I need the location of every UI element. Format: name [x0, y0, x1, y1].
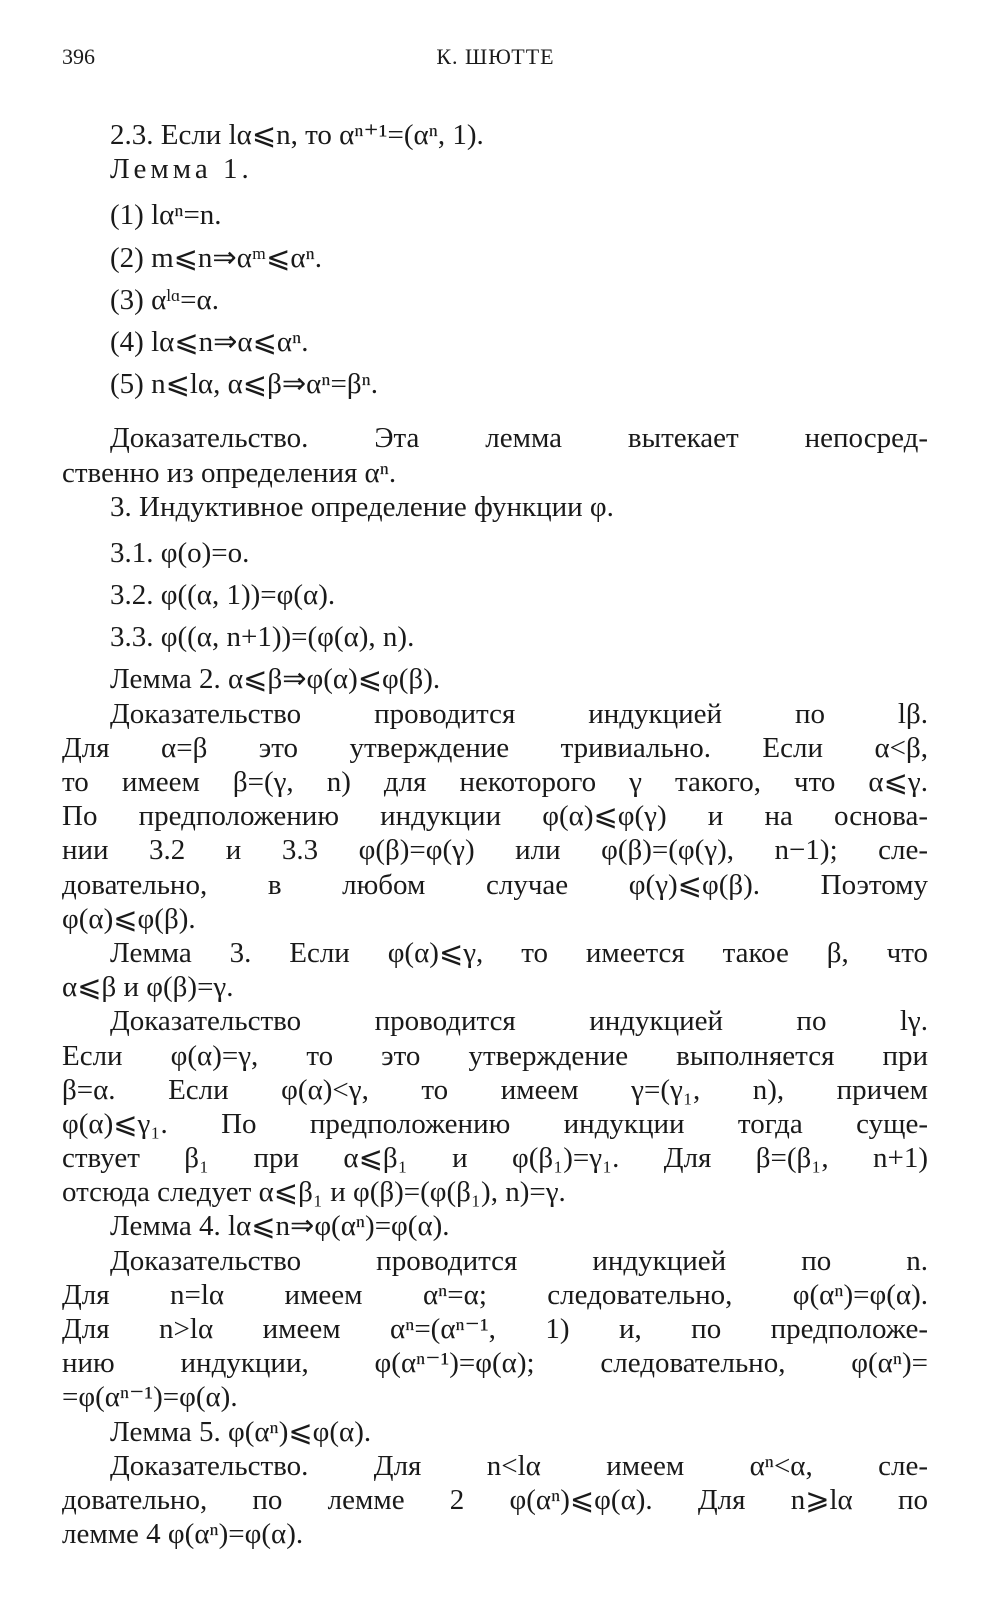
text-line: довательно, по лемме 2 φ(αⁿ)⩽φ(α). Для n⩾lα по: [62, 1483, 928, 1516]
formula-line: (4) lα⩽n⇒α⩽αⁿ.: [110, 325, 309, 358]
section-heading: 3. Индуктивное определение функции φ.: [110, 490, 614, 523]
formula-line: 3.1. φ(o)=o.: [110, 536, 250, 569]
text-line: 2.3. Если lα⩽n, то αⁿ⁺¹=(αⁿ, 1).: [110, 119, 484, 151]
text-line: Доказательство проводится индукцией по n.: [110, 1244, 928, 1277]
formula-line: (2) m⩽n⇒αᵐ⩽αⁿ.: [110, 241, 322, 274]
lemma-heading: Лемма 3. Если φ(α)⩽γ, то имеется такое β, что: [110, 936, 928, 969]
text-line: Доказательство. Для n<lα имеем αⁿ<α, сле-: [110, 1449, 928, 1482]
formula-line: 3.3. φ((α, n+1))=(φ(α), n).: [110, 621, 415, 654]
running-head: К. ШЮТТЕ: [436, 44, 555, 69]
text-line: Доказательство. Эта лемма вытекает непосред-: [110, 422, 928, 455]
formula-line: 3.2. φ((α, 1))=φ(α).: [110, 579, 336, 612]
formula-line: (1) lαⁿ=n.: [110, 199, 222, 232]
text-line: Для α=β это утверждение тривиально. Если α<β,: [62, 731, 928, 764]
lemma-heading: Лемма 5. φ(αⁿ)⩽φ(α).: [110, 1415, 372, 1448]
page-number: 396: [62, 44, 95, 69]
text-line: отсюда следует α⩽β₁ и φ(β)=(φ(β₁), n)=γ.: [62, 1176, 566, 1209]
text-line: φ(α)⩽φ(β).: [62, 902, 196, 935]
text-line: Для n=lα имеем αⁿ=α; следовательно, φ(αⁿ)=φ(α).: [62, 1278, 928, 1311]
formula-line: (5) n⩽lα, α⩽β⇒αⁿ=βⁿ.: [110, 368, 378, 401]
text-line: ствует β₁ при α⩽β₁ и φ(β₁)=γ₁. Для β=(β₁, n+1): [62, 1142, 928, 1175]
text-line: По предположению индукции φ(α)⩽φ(γ) и на основа-: [62, 800, 928, 833]
lemma-heading: Лемма 4. lα⩽n⇒φ(αⁿ)=φ(α).: [110, 1210, 450, 1243]
text-line: ственно из определения αⁿ.: [62, 456, 397, 489]
page-body: [62, 118, 928, 1551]
page-header: [62, 44, 929, 80]
lemma-heading: Лемма 1.: [110, 153, 253, 186]
text-line: нию индукции, φ(αⁿ⁻¹)=φ(α); следовательно, φ(αⁿ)=: [62, 1347, 928, 1380]
text-line: то имеем β=(γ, n) для некоторого γ такого, что α⩽γ.: [62, 766, 928, 798]
text-line: Доказательство проводится индукцией по lβ.: [110, 697, 928, 730]
text-line: =φ(αⁿ⁻¹)=φ(α).: [62, 1381, 238, 1414]
formula-line: (3) αˡᵅ=α.: [110, 283, 219, 316]
text-line: β=α. Если φ(α)<γ, то имеем γ=(γ₁, n), причем: [62, 1073, 928, 1106]
text-line: Доказательство проводится индукцией по lγ.: [110, 1005, 928, 1038]
text-line: φ(α)⩽γ₁. По предположению индукции тогда суще-: [62, 1107, 928, 1140]
text-line: лемме 4 φ(αⁿ)=φ(α).: [62, 1518, 304, 1551]
text-line: Для n>lα имеем αⁿ=(αⁿ⁻¹, 1) и, по предположе-: [62, 1313, 928, 1345]
text-line: α⩽β и φ(β)=γ.: [62, 971, 234, 1004]
lemma-heading: Лемма 2. α⩽β⇒φ(α)⩽φ(β).: [110, 663, 441, 696]
text-line: довательно, в любом случае φ(γ)⩽φ(β). Поэтому: [62, 868, 928, 901]
text-line: нии 3.2 и 3.3 φ(β)=φ(γ) или φ(β)=(φ(γ), n−1); сле-: [62, 834, 928, 867]
text-line: Если φ(α)=γ, то это утверждение выполняется при: [62, 1039, 928, 1072]
